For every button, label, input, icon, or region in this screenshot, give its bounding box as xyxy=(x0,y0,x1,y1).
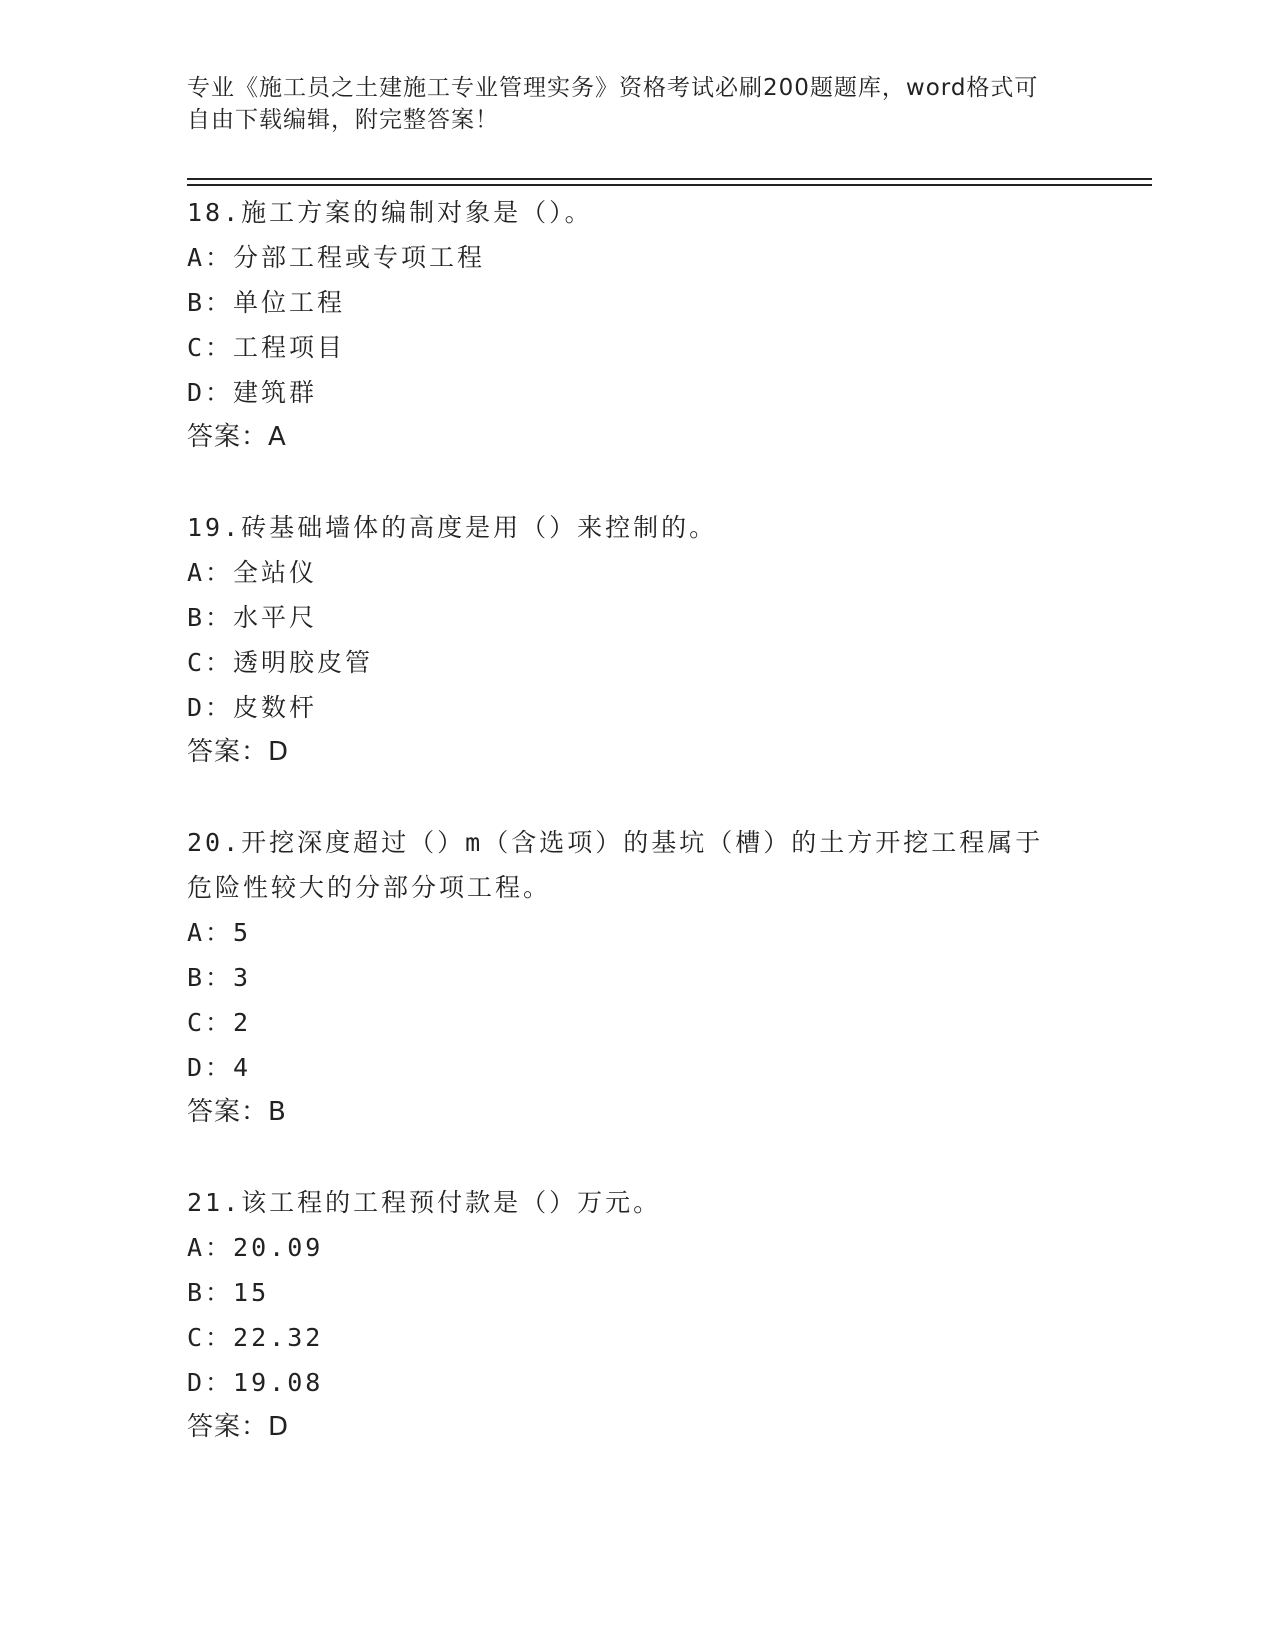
question-stem xyxy=(187,505,1067,550)
answer-line: 答案：B xyxy=(187,1097,287,1127)
answer-line: 答案：D xyxy=(187,737,290,767)
option-a: A：20.09 xyxy=(187,1233,324,1262)
question-stem-line: 19.砖基础墙体的高度是用（）来控制的。 xyxy=(187,513,718,542)
question-20 xyxy=(187,820,1067,1135)
option-a: A：分部工程或专项工程 xyxy=(187,243,486,272)
question-list xyxy=(187,190,1067,1495)
question-stem-line: 危险性较大的分部分项工程。 xyxy=(187,873,552,902)
question-stem-line: 18.施工方案的编制对象是（）。 xyxy=(187,198,593,227)
option-d: D：建筑群 xyxy=(187,378,318,407)
option-b: B：3 xyxy=(187,963,252,992)
question-21 xyxy=(187,1180,1067,1450)
answer-line: 答案：D xyxy=(187,1412,290,1442)
option-b: B：15 xyxy=(187,1278,270,1307)
question-19 xyxy=(187,505,1067,775)
option-a: A：5 xyxy=(187,918,252,947)
option-b: B：水平尺 xyxy=(187,603,318,632)
header-divider-bottom xyxy=(187,184,1152,186)
question-18 xyxy=(187,190,1067,460)
option-c: C：22.32 xyxy=(187,1323,324,1352)
question-stem xyxy=(187,190,1067,235)
question-stem-line: 21.该工程的工程预付款是（）万元。 xyxy=(187,1188,662,1217)
option-a: A：全站仪 xyxy=(187,558,318,587)
option-d: D：4 xyxy=(187,1053,252,1082)
header-line-1: 专业《施工员之土建施工专业管理实务》资格考试必刷200题题库，word格式可 xyxy=(187,75,1039,101)
option-c: C：2 xyxy=(187,1008,252,1037)
option-c: C：透明胶皮管 xyxy=(187,648,374,677)
question-stem-line: 20.开挖深度超过（）m（含选项）的基坑（槽）的土方开挖工程属于 xyxy=(187,828,1044,857)
header-line-2: 自由下载编辑，附完整答案！ xyxy=(187,107,499,133)
question-stem xyxy=(187,820,1067,910)
document-header xyxy=(187,72,1067,136)
option-d: D：19.08 xyxy=(187,1368,324,1397)
option-b: B：单位工程 xyxy=(187,288,346,317)
answer-line: 答案：A xyxy=(187,422,287,452)
option-c: C：工程项目 xyxy=(187,333,346,362)
option-d: D：皮数杆 xyxy=(187,693,318,722)
header-divider-top xyxy=(187,178,1152,180)
question-stem xyxy=(187,1180,1067,1225)
